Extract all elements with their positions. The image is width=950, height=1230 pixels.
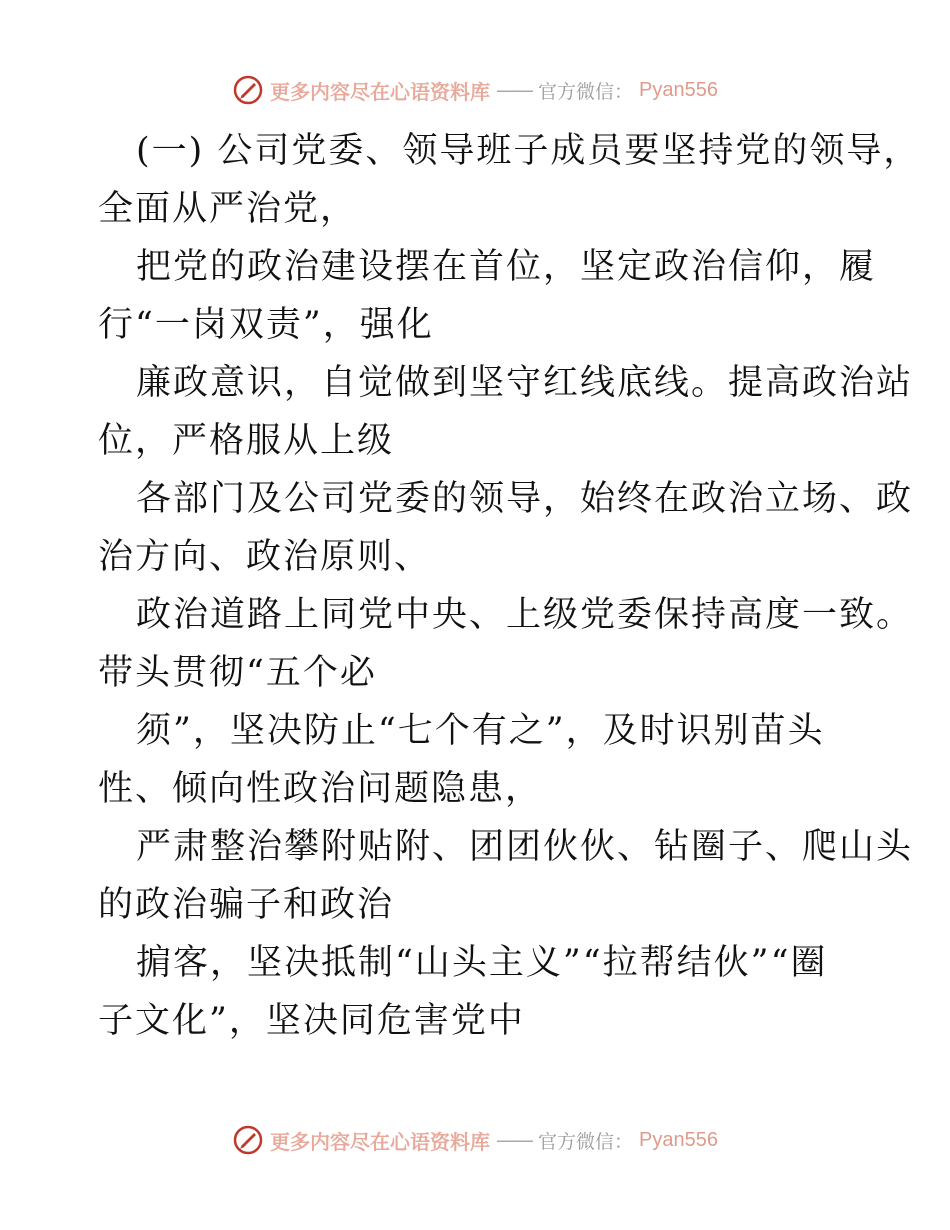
paragraph-line: 位，严格服从上级 <box>98 421 395 461</box>
paragraph <box>98 238 877 354</box>
watermark-dash: —— <box>496 1128 532 1152</box>
watermark-dash: —— <box>496 78 532 102</box>
watermark-contact-label: 官方微信： <box>538 1130 634 1153</box>
quill-logo-icon <box>232 1124 264 1156</box>
paragraph-line: 廉政意识，自觉做到坚守红线底线。提高政治站 <box>136 363 914 403</box>
paragraph-line: 行“一岗双责”，强化 <box>98 305 434 345</box>
paragraph-line: 全面从严治党， <box>98 189 358 229</box>
header-watermark <box>0 70 950 110</box>
watermark-brand: 更多内容尽在心语资料库 <box>270 79 490 104</box>
document-body <box>98 122 921 1050</box>
paragraph <box>98 934 858 1050</box>
paragraph-line: 各部门及公司党委的领导，始终在政治立场、政 <box>136 479 914 519</box>
paragraph <box>98 702 858 818</box>
paragraph <box>98 586 914 702</box>
paragraph-line: 须”，坚决防止“七个有之”，及时识别苗头 <box>136 711 825 751</box>
paragraph-line: 政治道路上同党中央、上级党委保持高度一致。 <box>136 595 914 635</box>
paragraph <box>98 470 914 586</box>
paragraph-line: 把党的政治建设摆在首位，坚定政治信仰，履 <box>136 247 877 287</box>
watermark-wechat-id: Pyan556 <box>639 1128 718 1151</box>
quill-logo-icon <box>232 74 264 106</box>
watermark-contact-label: 官方微信： <box>538 80 634 103</box>
paragraph <box>98 122 921 238</box>
paragraph-line: 掮客，坚决抵制“山头主义”“拉帮结伙”“圈 <box>136 943 828 983</box>
footer-watermark <box>0 1120 950 1160</box>
paragraph-line: 性、倾向性政治问题隐患， <box>98 769 543 809</box>
paragraph <box>98 354 914 470</box>
paragraph <box>98 818 914 934</box>
watermark-wechat-id: Pyan556 <box>639 78 718 101</box>
paragraph-line: 子文化”，坚决同危害党中 <box>98 1001 525 1041</box>
paragraph-line: 带头贯彻“五个必 <box>98 653 377 693</box>
watermark-brand: 更多内容尽在心语资料库 <box>270 1129 490 1154</box>
paragraph-line: 治方向、政治原则、 <box>98 537 432 577</box>
paragraph-line: 的政治骗子和政治 <box>98 885 395 925</box>
paragraph-line: 严肃整治攀附贴附、团团伙伙、钻圈子、爬山头 <box>136 827 914 867</box>
paragraph-line: (一) 公司党委、领导班子成员要坚持党的领导， <box>136 131 921 171</box>
